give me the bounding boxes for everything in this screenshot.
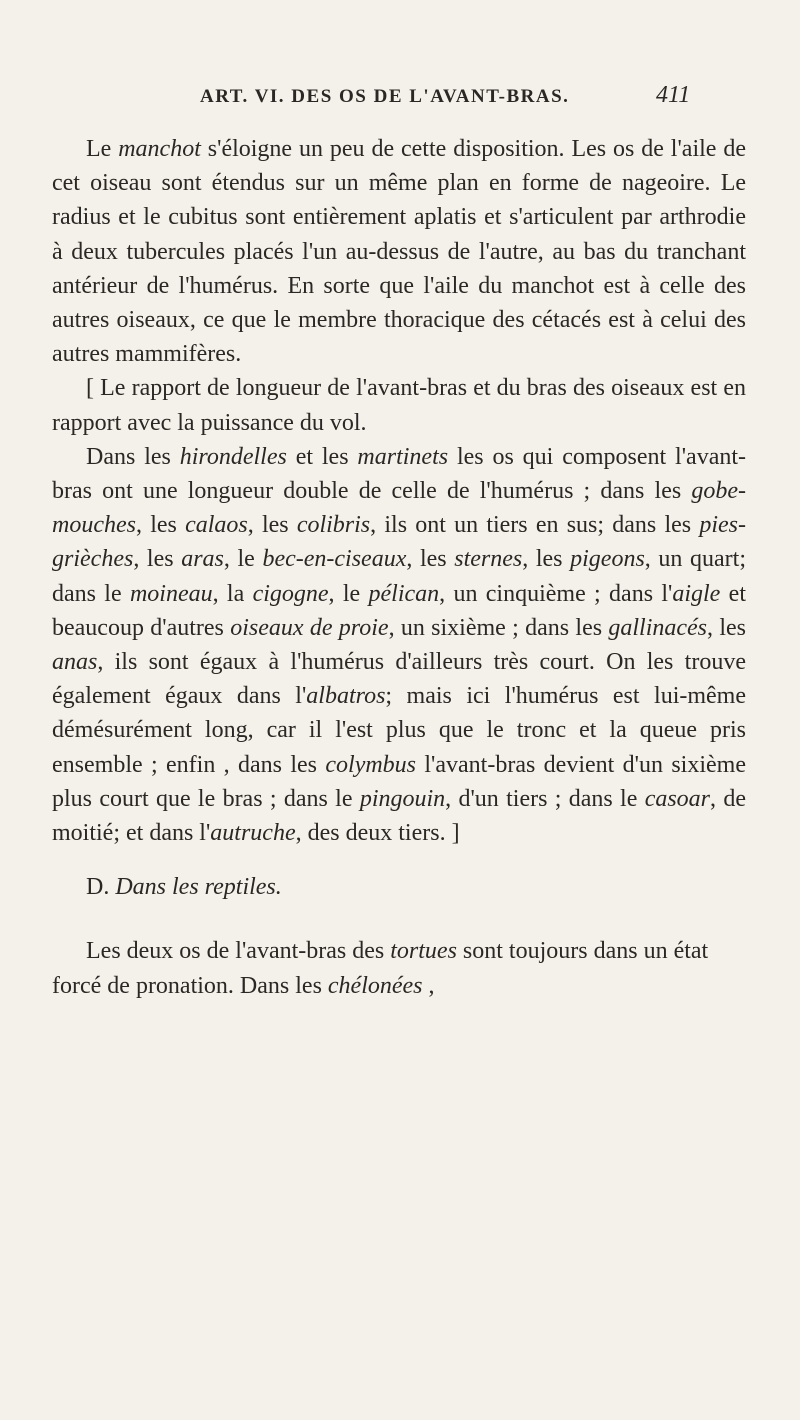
running-head: ART. VI. DES OS DE L'AVANT-BRAS. — [200, 86, 570, 107]
italic-term: manchot — [118, 136, 201, 162]
section-title: Dans les reptiles. — [115, 874, 282, 901]
paragraph-manchot: Le manchot s'éloigne un peu de cette disposition. Les os de l'aile de cet oiseau sont étendus sur un même plan en forme de nageoire. Le radius et le cubitus sont entièrement aplatis et s'articulent par arthrodie à deux tubercules placés l'un au-dessus de l'autre, au bas du tranchant antérieur de l'humérus. En sorte que l'aile du manchot est à celle des autres oiseaux, ce que le membre thoracique des cétacés est à celui des autres mammifères. — [52, 136, 746, 368]
section-heading — [52, 870, 746, 904]
section-letter: D. — [86, 874, 116, 901]
body-text — [52, 132, 746, 1003]
page-header — [0, 82, 800, 118]
page-number: 411 — [656, 82, 691, 108]
paragraph-reptiles: Les deux os de l'avant-bras des tortues sont toujours dans un état forcé de pronation. Dans les chélonées , — [52, 938, 709, 999]
paragraph-rapport: [ Le rapport de longueur de l'avant-bras et du bras des oiseaux est en rapport avec la puissance du vol. — [52, 375, 746, 436]
paragraph-proportions: Dans les hirondelles et les martinets les os qui composent l'avant-bras ont une longueur double de celle de l'humérus ; dans les gobe-mouches, les calaos, les colibris, ils ont un tiers en sus; dans les pies-grièches, les aras, le bec-en-ciseaux, les sternes, les pigeons, un quart; dans le moineau, la cigogne, le pélican, un cinquième ; dans l'aigle et beaucoup d'autres oiseaux de proie, un sixième ; dans les gallinacés, les anas, ils sont égaux à l'humérus d'ailleurs très court. On les trouve également égaux dans l'albatros; mais ici l'humérus est lui-même démésurément long, car il l'est plus que le tronc et la queue pris ensemble ; enfin , dans les colymbus l'avant-bras devient d'un sixième plus court que le bras ; dans le pingouin, d'un tiers ; dans le casoar, de moitié; et dans l'autruche, des deux tiers. ] — [52, 443, 747, 847]
